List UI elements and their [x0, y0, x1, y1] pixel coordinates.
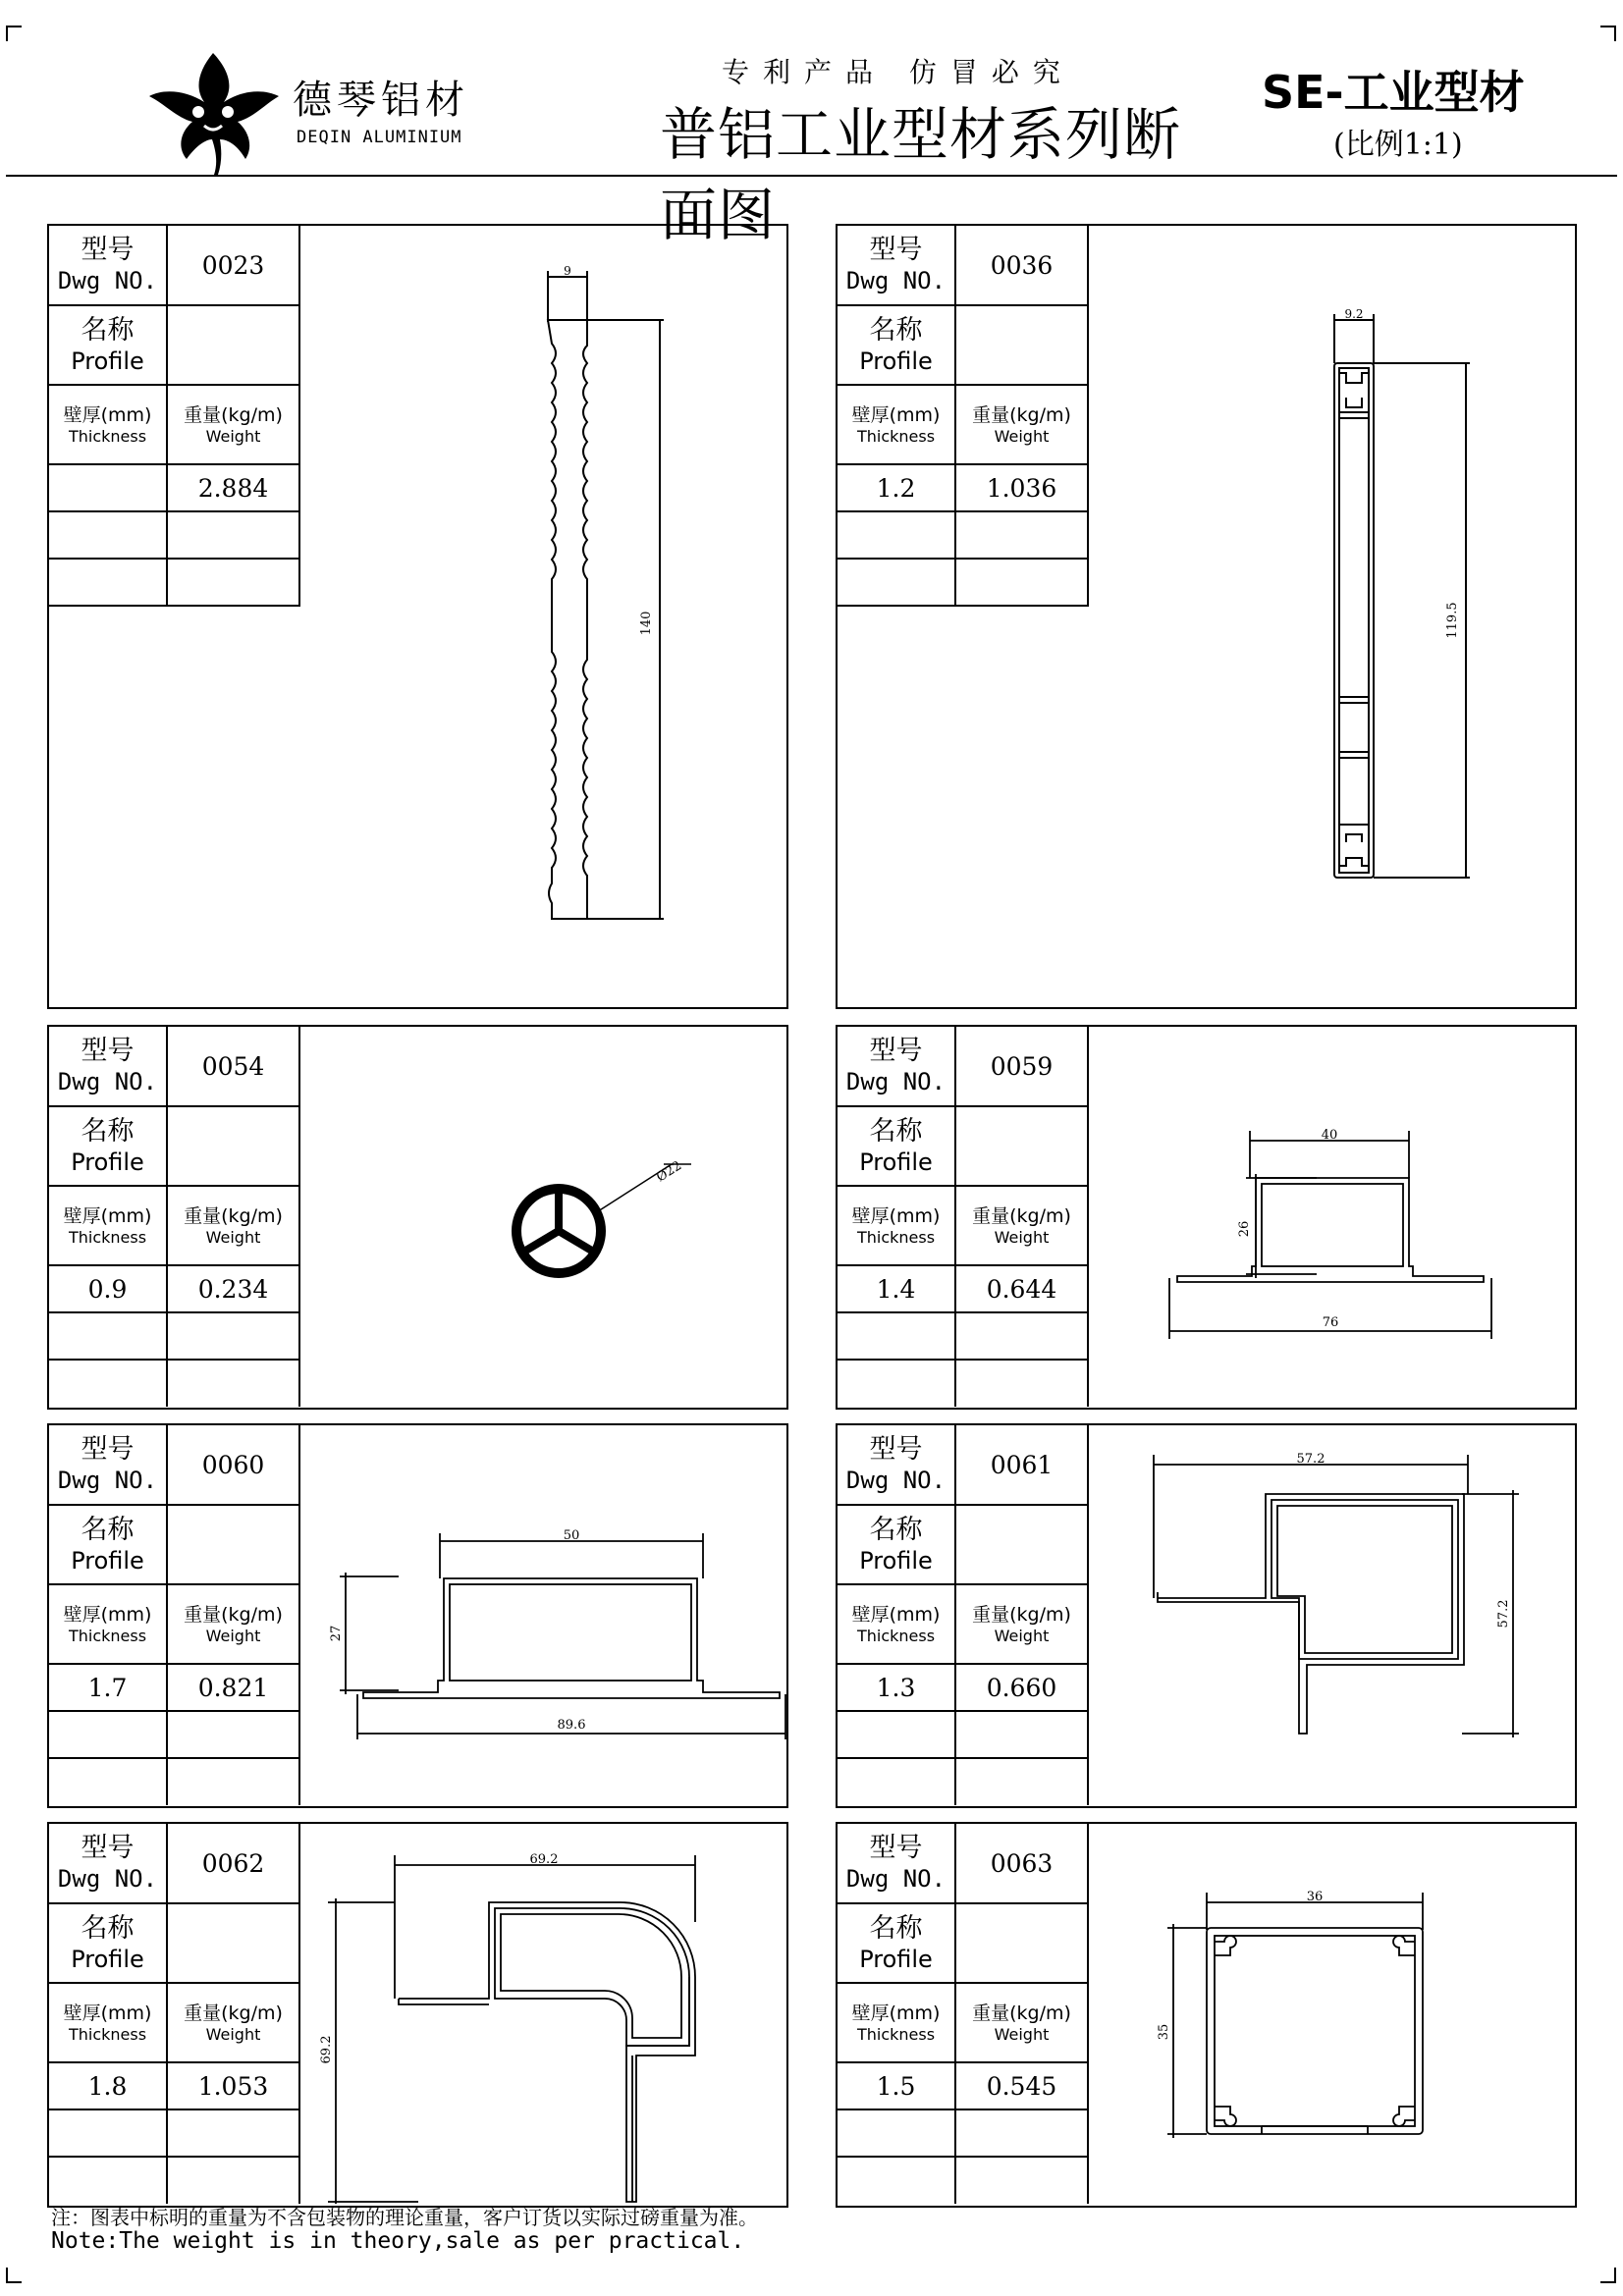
profile-label-cn: 名称	[869, 1514, 923, 1545]
dimension-label: 119.5	[1445, 602, 1460, 639]
profile-label-cn: 名称	[869, 1115, 923, 1147]
dimension-label: 76	[1322, 1315, 1339, 1330]
weight-label-cn: 重量(kg/m)	[972, 403, 1071, 426]
thickness-label-cell	[49, 1983, 167, 2062]
empty-cell	[838, 2157, 955, 2204]
weight-label-en: Weight	[994, 1227, 1050, 1247]
thickness-label-cell	[838, 1186, 955, 1265]
profile-label-en: Profile	[71, 1546, 144, 1575]
dwg-label-en: Dwg NO.	[57, 1068, 158, 1095]
thickness-value: 1.3	[876, 1673, 916, 1702]
dwg-label-cell	[838, 226, 955, 305]
empty-cell	[838, 559, 955, 606]
empty-cell	[49, 1360, 167, 1407]
profile-panel-0060	[47, 1423, 788, 1808]
weight-label-en: Weight	[205, 2024, 261, 2044]
empty-cell	[167, 1758, 299, 1805]
weight-label-cn: 重量(kg/m)	[972, 2002, 1071, 2024]
weight-label-cell	[955, 385, 1088, 464]
thickness-label-cell	[49, 385, 167, 464]
scale-label: (比例1:1)	[1333, 128, 1463, 162]
dwg-no-cell	[955, 1425, 1088, 1505]
empty-cell	[838, 511, 955, 559]
weight-value-cell	[955, 2062, 1088, 2109]
weight-value-cell	[955, 1664, 1088, 1711]
profile-panel-0023	[47, 224, 788, 1009]
profile-label-en: Profile	[71, 1945, 144, 1973]
dwg-label-cell	[838, 1425, 955, 1505]
thickness-label-cn: 壁厚(mm)	[63, 2002, 152, 2024]
empty-cell	[167, 2109, 299, 2157]
profile-label-cell	[49, 1505, 167, 1584]
patent-notice: 专利产品 仿冒必究	[722, 56, 1074, 88]
thickness-label-cell	[838, 1983, 955, 2062]
profile-drawing-0060	[300, 1425, 788, 1806]
spec-table	[49, 226, 300, 607]
profile-name-cell	[167, 1505, 299, 1584]
dwg-no-cell	[167, 1425, 299, 1505]
dwg-no-value: 0023	[201, 250, 265, 280]
profile-panel-0054	[47, 1025, 788, 1410]
weight-value-cell	[167, 464, 299, 511]
weight-label-cell	[955, 1983, 1088, 2062]
empty-cell	[49, 559, 167, 606]
thickness-label-en: Thickness	[856, 1626, 936, 1645]
dwg-label-cn: 型号	[869, 1434, 923, 1465]
profile-panel-0062	[47, 1822, 788, 2208]
profile-label-cn: 名称	[81, 1912, 135, 1944]
weight-label-cell	[955, 1584, 1088, 1664]
profile-label-en: Profile	[859, 1945, 933, 1973]
brand-name-cn: 德琴铝材	[293, 78, 469, 123]
empty-cell	[955, 559, 1088, 606]
dimension-label: 36	[1306, 1890, 1324, 1904]
thickness-value: 1.4	[876, 1274, 916, 1304]
dwg-no-value: 0060	[201, 1450, 265, 1479]
corner-mark	[6, 26, 22, 41]
empty-cell	[955, 1360, 1088, 1407]
dwg-label-en: Dwg NO.	[845, 1865, 947, 1893]
profile-drawing-0054	[300, 1027, 788, 1408]
weight-label-cn: 重量(kg/m)	[184, 2002, 283, 2024]
profile-panel-0059	[836, 1025, 1577, 1410]
dwg-no-value: 0062	[201, 1848, 265, 1878]
thickness-value-cell	[49, 1265, 167, 1312]
weight-label-cell	[167, 1186, 299, 1265]
profile-name-cell	[955, 305, 1088, 385]
spec-table	[49, 1425, 300, 1805]
weight-value: 0.545	[986, 2071, 1057, 2101]
thickness-label-cn: 壁厚(mm)	[851, 1603, 941, 1626]
dimension-label: 9	[564, 264, 571, 278]
weight-label-cn: 重量(kg/m)	[184, 1204, 283, 1227]
profile-name-cell	[167, 1903, 299, 1983]
dimension-label: 57.2	[1296, 1452, 1325, 1467]
dimension-label: 26	[1237, 1220, 1252, 1238]
weight-value: 0.644	[986, 1274, 1057, 1304]
profile-label-en: Profile	[859, 347, 933, 375]
weight-label-cell	[167, 1584, 299, 1664]
profile-label-en: Profile	[71, 1148, 144, 1176]
profile-drawing-0023	[300, 226, 788, 1007]
thickness-value-cell	[49, 464, 167, 511]
thickness-value: 1.5	[876, 2071, 916, 2101]
weight-value: 1.053	[197, 2071, 269, 2101]
empty-cell	[838, 1758, 955, 1805]
profile-label-cn: 名称	[81, 1514, 135, 1545]
weight-value: 0.821	[197, 1673, 269, 1702]
dwg-label-cn: 型号	[869, 235, 923, 265]
empty-cell	[49, 1711, 167, 1758]
empty-cell	[167, 511, 299, 559]
profile-label-cn: 名称	[869, 1912, 923, 1944]
weight-label-en: Weight	[205, 426, 261, 446]
dimension-label: 140	[639, 611, 654, 636]
brand-name-en: DEQIN ALUMINIUM	[297, 128, 462, 147]
thickness-label-cn: 壁厚(mm)	[851, 1204, 941, 1227]
thickness-value: 1.2	[876, 473, 916, 503]
weight-label-cell	[167, 1983, 299, 2062]
empty-cell	[838, 1312, 955, 1360]
empty-cell	[49, 511, 167, 559]
profile-label-cell	[838, 1505, 955, 1584]
thickness-label-cn: 壁厚(mm)	[63, 403, 152, 426]
empty-cell	[838, 2109, 955, 2157]
empty-cell	[49, 1758, 167, 1805]
profile-name-cell	[167, 305, 299, 385]
dwg-label-cn: 型号	[81, 235, 135, 265]
corner-mark	[1600, 26, 1616, 41]
profile-label-en: Profile	[71, 347, 144, 375]
series-title: SE-工业型材	[1262, 66, 1525, 119]
empty-cell	[955, 2157, 1088, 2204]
dwg-no-value: 0059	[990, 1051, 1054, 1081]
thickness-label-cn: 壁厚(mm)	[63, 1204, 152, 1227]
weight-value-cell	[167, 2062, 299, 2109]
dimension-label: 50	[563, 1528, 580, 1543]
dwg-no-cell	[167, 1824, 299, 1903]
thickness-value-cell	[838, 2062, 955, 2109]
thickness-value-cell	[838, 464, 955, 511]
dwg-label-cell	[838, 1824, 955, 1903]
weight-label-cn: 重量(kg/m)	[972, 1204, 1071, 1227]
spec-table	[838, 1027, 1089, 1407]
profile-label-en: Profile	[859, 1148, 933, 1176]
profile-name-cell	[955, 1505, 1088, 1584]
profile-drawing-0061	[1089, 1425, 1577, 1806]
thickness-value: 0.9	[87, 1274, 128, 1304]
thickness-label-en: Thickness	[856, 2024, 936, 2044]
dwg-no-cell	[955, 1027, 1088, 1106]
profile-label-cell	[49, 305, 167, 385]
dimension-label: 27	[329, 1625, 344, 1642]
dwg-no-value: 0054	[201, 1051, 265, 1081]
profile-name-cell	[955, 1106, 1088, 1186]
dwg-label-cell	[838, 1027, 955, 1106]
profile-label-cell	[838, 1106, 955, 1186]
dwg-label-en: Dwg NO.	[845, 1068, 947, 1095]
dwg-label-en: Dwg NO.	[845, 267, 947, 294]
profile-label-cell	[49, 1903, 167, 1983]
dwg-no-value: 0061	[990, 1450, 1054, 1479]
dwg-label-cell	[49, 1425, 167, 1505]
dwg-label-cn: 型号	[869, 1036, 923, 1066]
weight-value: 0.660	[986, 1673, 1057, 1702]
thickness-label-en: Thickness	[68, 1227, 147, 1247]
dwg-label-en: Dwg NO.	[57, 1865, 158, 1893]
profile-drawing-0059	[1089, 1027, 1577, 1408]
thickness-label-cn: 壁厚(mm)	[63, 1603, 152, 1626]
profile-label-en: Profile	[859, 1546, 933, 1575]
profile-drawing-0062	[300, 1824, 788, 2206]
weight-label-cell	[167, 385, 299, 464]
spec-table	[838, 1824, 1089, 2204]
empty-cell	[49, 1312, 167, 1360]
dwg-label-cell	[49, 1027, 167, 1106]
weight-value-cell	[167, 1265, 299, 1312]
spec-table	[49, 1824, 300, 2204]
profile-panel-0036	[836, 224, 1577, 1009]
empty-cell	[167, 1312, 299, 1360]
empty-cell	[49, 2157, 167, 2204]
weight-label-cn: 重量(kg/m)	[972, 1603, 1071, 1626]
empty-cell	[167, 2157, 299, 2204]
spec-table	[49, 1027, 300, 1407]
dwg-label-cell	[49, 226, 167, 305]
weight-value: 1.036	[986, 473, 1057, 503]
thickness-value: 1.8	[87, 2071, 128, 2101]
footer-note-en: Note:The weight is in theory,sale as per practical.	[51, 2228, 745, 2254]
header-rule	[6, 175, 1617, 177]
thickness-label-en: Thickness	[68, 2024, 147, 2044]
dwg-no-cell	[955, 1824, 1088, 1903]
profile-panel-0061	[836, 1423, 1577, 1808]
dwg-no-cell	[167, 1027, 299, 1106]
thickness-label-en: Thickness	[856, 426, 936, 446]
weight-label-en: Weight	[994, 2024, 1050, 2044]
empty-cell	[955, 1758, 1088, 1805]
empty-cell	[167, 559, 299, 606]
weight-label-en: Weight	[205, 1227, 261, 1247]
dimension-label: Ø22	[654, 1158, 685, 1186]
thickness-value-cell	[838, 1664, 955, 1711]
corner-mark	[1600, 2268, 1616, 2283]
profile-name-cell	[955, 1903, 1088, 1983]
thickness-label-cell	[838, 385, 955, 464]
empty-cell	[955, 2109, 1088, 2157]
thickness-label-en: Thickness	[68, 1626, 147, 1645]
dwg-no-value: 0036	[990, 250, 1054, 280]
profile-drawing-0036	[1089, 226, 1577, 1007]
weight-value: 0.234	[197, 1274, 269, 1304]
weight-label-cell	[955, 1186, 1088, 1265]
weight-label-en: Weight	[994, 426, 1050, 446]
weight-value-cell	[955, 1265, 1088, 1312]
thickness-value-cell	[838, 1265, 955, 1312]
thickness-label-cell	[49, 1584, 167, 1664]
thickness-label-cell	[838, 1584, 955, 1664]
empty-cell	[955, 1312, 1088, 1360]
dwg-no-value: 0063	[990, 1848, 1054, 1878]
dimension-label: 57.2	[1496, 1599, 1511, 1629]
dwg-label-cn: 型号	[81, 1434, 135, 1465]
thickness-label-en: Thickness	[68, 426, 147, 446]
empty-cell	[838, 1711, 955, 1758]
dwg-label-cn: 型号	[869, 1833, 923, 1863]
weight-value-cell	[167, 1664, 299, 1711]
thickness-label-en: Thickness	[856, 1227, 936, 1247]
thickness-value: 1.7	[87, 1673, 128, 1702]
flower-logo-icon	[147, 49, 280, 177]
dimension-label: 35	[1157, 2023, 1171, 2041]
dwg-no-cell	[955, 226, 1088, 305]
dwg-label-cell	[49, 1824, 167, 1903]
weight-label-en: Weight	[205, 1626, 261, 1645]
thickness-label-cn: 壁厚(mm)	[851, 2002, 941, 2024]
dwg-no-cell	[167, 226, 299, 305]
empty-cell	[167, 1711, 299, 1758]
dimension-label: 69.2	[529, 1852, 559, 1867]
spec-table	[838, 1425, 1089, 1805]
thickness-value-cell	[49, 2062, 167, 2109]
thickness-label-cn: 壁厚(mm)	[851, 403, 941, 426]
empty-cell	[167, 1360, 299, 1407]
profile-label-cell	[838, 305, 955, 385]
dwg-label-en: Dwg NO.	[845, 1467, 947, 1494]
profile-label-cn: 名称	[869, 314, 923, 346]
corner-mark	[6, 2268, 22, 2283]
weight-label-cn: 重量(kg/m)	[184, 1603, 283, 1626]
profile-name-cell	[167, 1106, 299, 1186]
weight-value-cell	[955, 464, 1088, 511]
profile-drawing-0063	[1089, 1824, 1577, 2206]
dwg-label-en: Dwg NO.	[57, 267, 158, 294]
spec-table	[838, 226, 1089, 607]
weight-label-en: Weight	[994, 1626, 1050, 1645]
footer-note-cn: 注：图表中标明的重量为不含包装物的理论重量，客户订货以实际过磅重量为准。	[51, 2206, 758, 2229]
empty-cell	[49, 2109, 167, 2157]
dimension-label: 9.2	[1344, 307, 1364, 321]
page-title: 普铝工业型材系列断面图	[660, 101, 1182, 248]
weight-value: 2.884	[197, 473, 269, 503]
thickness-label-cell	[49, 1186, 167, 1265]
empty-cell	[955, 511, 1088, 559]
dwg-label-cn: 型号	[81, 1036, 135, 1066]
profile-label-cn: 名称	[81, 1115, 135, 1147]
dimension-label: 40	[1321, 1128, 1338, 1143]
profile-label-cell	[49, 1106, 167, 1186]
dimension-label: 89.6	[557, 1718, 586, 1733]
profile-label-cn: 名称	[81, 314, 135, 346]
dwg-label-cn: 型号	[81, 1833, 135, 1863]
dwg-label-en: Dwg NO.	[57, 1467, 158, 1494]
weight-label-cn: 重量(kg/m)	[184, 403, 283, 426]
dimension-label: 69.2	[319, 2035, 334, 2064]
empty-cell	[955, 1711, 1088, 1758]
profile-panel-0063	[836, 1822, 1577, 2208]
empty-cell	[838, 1360, 955, 1407]
thickness-value-cell	[49, 1664, 167, 1711]
profile-label-cell	[838, 1903, 955, 1983]
